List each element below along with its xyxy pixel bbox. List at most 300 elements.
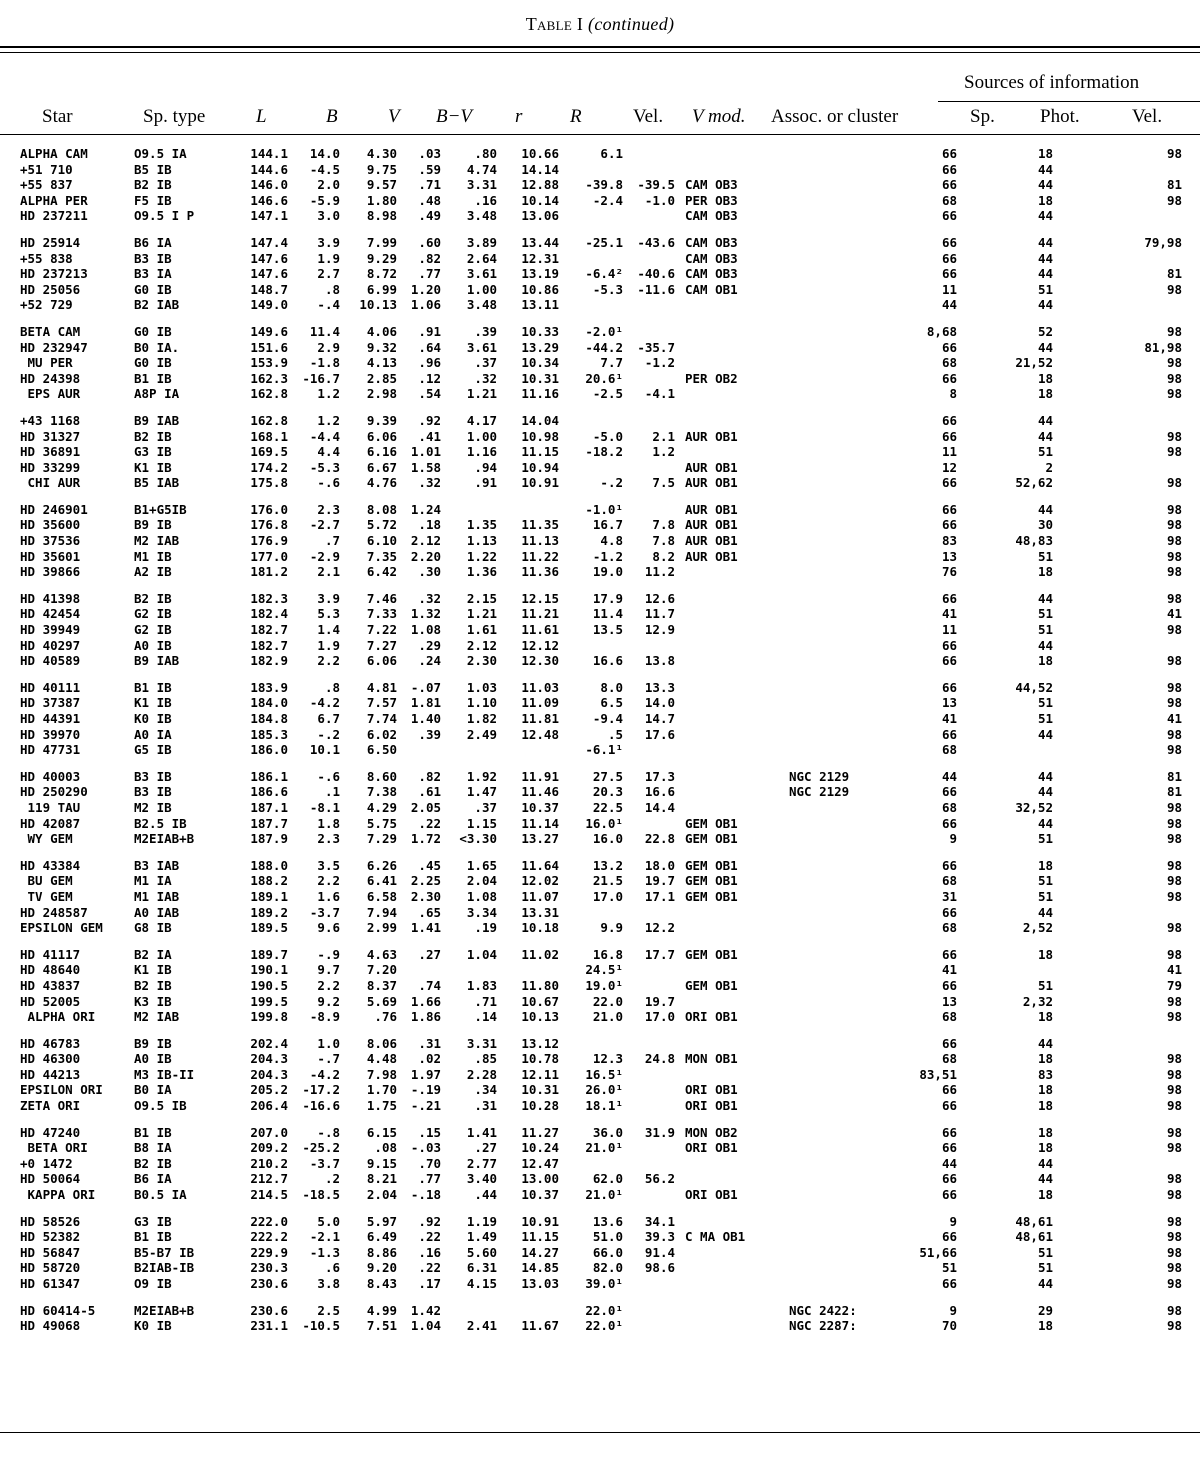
- cell-v: 6.42: [366, 564, 397, 580]
- cell-star: HD 52005: [20, 993, 81, 1009]
- cell-velocity: .5: [607, 726, 623, 742]
- cell-r-large: 14.04: [521, 412, 559, 428]
- table-row: [20, 1009, 1182, 1025]
- cell-l: 187.1: [250, 799, 288, 815]
- table-row: [20, 1214, 1182, 1230]
- cell-v-mod: 12.9: [644, 622, 675, 638]
- table-row: [20, 873, 1182, 889]
- cell-association: [675, 355, 775, 371]
- cell-b-minus-v: [397, 742, 441, 758]
- cell-star: HD 40297: [20, 637, 81, 653]
- cell-r-large: 10.34: [521, 355, 559, 371]
- cell-velocity: -9.4: [592, 711, 623, 726]
- cell-v: 4.48: [366, 1051, 397, 1067]
- cell-v-mod: 34.1: [644, 1213, 675, 1229]
- cell-b: -4.2: [309, 695, 340, 711]
- data-table: [20, 146, 1182, 1334]
- table-row: [20, 1260, 1182, 1276]
- cell-b: -3.7: [309, 904, 340, 920]
- cell-v: 4.99: [366, 1302, 397, 1318]
- cell-source-sp: 66: [941, 412, 957, 428]
- cell-b: .6: [324, 1260, 340, 1276]
- cell-source-sp: 51: [941, 1260, 957, 1276]
- cell-b-minus-v: .16: [418, 1244, 441, 1260]
- cell-source-sp: 66: [941, 904, 957, 920]
- cell-source-vel: 98: [1166, 888, 1182, 904]
- cell-l: 186.0: [250, 742, 288, 758]
- cell-v-mod: 16.6: [644, 784, 675, 800]
- cell-cluster: [775, 889, 863, 905]
- cell-source-vel: 98: [1166, 1171, 1182, 1187]
- cell-v-mod: 12.6: [644, 590, 675, 606]
- group-spacer: [20, 224, 1182, 235]
- cell-r-small: 1.21: [466, 606, 497, 622]
- cell-b: -.7: [317, 1051, 340, 1067]
- cell-source-vel: 98: [1166, 1229, 1182, 1245]
- cell-r-large: 12.47: [521, 1155, 559, 1171]
- cell-velocity: 16.0¹: [585, 815, 623, 831]
- cell-r-small: .37: [474, 355, 497, 371]
- table-row: [20, 1067, 1182, 1083]
- table-row: [20, 1187, 1182, 1203]
- table-row: [20, 251, 1182, 267]
- cell-source-sp: 66: [941, 177, 957, 193]
- cell-association: AUR OB1: [685, 501, 738, 517]
- cell-sp-type: B2IAB-IB: [134, 1260, 195, 1276]
- cell-b-minus-v: .74: [418, 977, 441, 993]
- cell-cluster: [775, 517, 863, 533]
- cell-cluster: [775, 680, 863, 696]
- cell-r-large: [497, 502, 559, 518]
- cell-v-mod: 39.3: [644, 1229, 675, 1245]
- cell-v: 2.99: [366, 920, 397, 936]
- cell-l: 182.3: [250, 590, 288, 606]
- cell-v-mod: 17.6: [644, 726, 675, 742]
- cell-l: 189.7: [250, 946, 288, 962]
- cell-sp-type: G8 IB: [134, 920, 172, 936]
- cell-l: 146.6: [250, 192, 288, 208]
- cell-v-mod: 17.0: [644, 1009, 675, 1025]
- header-rule: [0, 134, 1200, 135]
- cell-v: 7.27: [366, 637, 397, 653]
- cell-source-sp: 68: [941, 742, 957, 758]
- cell-cluster: [775, 429, 863, 445]
- cell-velocity: 36.0: [592, 1124, 623, 1140]
- cell-r-small: [441, 962, 497, 978]
- cell-association: AUR OB1: [685, 533, 738, 549]
- cell-v: 7.98: [366, 1066, 397, 1082]
- cell-sp-type: M2 IAB: [134, 533, 180, 549]
- cell-source-phot: 30: [1037, 517, 1053, 533]
- cell-source-vel: 98: [1166, 1066, 1182, 1082]
- cell-b-minus-v: 2.30: [410, 888, 441, 904]
- cell-l: 205.2: [250, 1082, 288, 1098]
- group-spacer: [20, 313, 1182, 324]
- cell-source-sp: 12: [941, 459, 957, 475]
- cell-source-phot: 44: [1037, 784, 1053, 800]
- cell-star: KAPPA ORI: [20, 1187, 96, 1203]
- table-row: [20, 711, 1182, 727]
- cell-b: .8: [324, 679, 340, 695]
- cell-association: [675, 800, 775, 816]
- cell-sp-type: K0 IB: [134, 1318, 172, 1334]
- cell-association: GEM OB1: [685, 977, 738, 993]
- cell-l: 231.1: [250, 1318, 288, 1334]
- cell-association: AUR OB1: [685, 517, 738, 533]
- cell-velocity: 8.0: [600, 679, 623, 695]
- cell-source-sp: 83,51: [919, 1066, 957, 1082]
- cell-velocity: 66.0: [592, 1244, 623, 1260]
- cell-velocity: -18.2: [585, 444, 623, 460]
- cell-star: HD 42087: [20, 815, 81, 831]
- cell-r-large: 11.64: [521, 857, 559, 873]
- cell-v: 7.94: [366, 904, 397, 920]
- table-row: [20, 1082, 1182, 1098]
- cell-source-phot: 18: [1037, 1009, 1053, 1025]
- cell-association: [675, 769, 775, 785]
- cell-b: 6.7: [317, 711, 340, 726]
- cell-v: 1.70: [366, 1082, 397, 1098]
- table-label: Table I: [525, 14, 584, 34]
- cell-r-large: 10.14: [521, 192, 559, 208]
- cell-v: 6.41: [366, 873, 397, 889]
- cell-cluster: [775, 266, 863, 282]
- cell-source-vel: 98: [1166, 444, 1182, 460]
- cell-cluster: [775, 282, 863, 298]
- cell-l: 174.2: [250, 459, 288, 475]
- cell-b: 3.9: [317, 234, 340, 250]
- cell-velocity: 26.0¹: [585, 1082, 623, 1098]
- cell-source-sp: 66: [941, 857, 957, 873]
- table-row: [20, 282, 1182, 298]
- cell-b: .2: [324, 1171, 340, 1187]
- cell-star: HD 60414-5: [20, 1302, 96, 1318]
- cell-r-large: 12.48: [521, 726, 559, 742]
- table-row: [20, 340, 1182, 356]
- cell-b-minus-v: -.07: [410, 679, 441, 695]
- cell-star: HD 41117: [20, 946, 81, 962]
- cell-velocity: [559, 1156, 623, 1172]
- header-src-vel: Vel.: [1132, 106, 1163, 127]
- cell-source-vel: 98: [1166, 622, 1182, 638]
- table-row: [20, 858, 1182, 874]
- cell-v: 6.15: [366, 1124, 397, 1140]
- cell-l: 162.8: [250, 412, 288, 428]
- cell-association: [675, 1245, 775, 1261]
- cell-sp-type: K1 IB: [134, 459, 172, 475]
- cell-source-phot: 51: [1037, 1244, 1053, 1260]
- cell-r-large: 13.44: [521, 234, 559, 250]
- cell-b-minus-v: .48: [418, 192, 441, 208]
- cell-v-mod: 17.7: [644, 946, 675, 962]
- cell-l: 186.6: [250, 784, 288, 800]
- cell-association: [675, 994, 775, 1010]
- cell-r-small: 3.61: [466, 339, 497, 355]
- cell-association: GEM OB1: [685, 946, 738, 962]
- cell-source-phot: 44: [1037, 637, 1053, 653]
- cell-star: HD 237213: [20, 266, 88, 282]
- cell-b: 9.6: [317, 920, 340, 936]
- cell-r-small: 6.31: [466, 1260, 497, 1276]
- cell-source-phot: 44: [1037, 208, 1053, 224]
- table-row: [20, 235, 1182, 251]
- cell-l: 168.1: [250, 428, 288, 444]
- cell-source-phot: 32,52: [1015, 799, 1053, 815]
- cell-source-vel: 81: [1166, 266, 1182, 282]
- cell-sp-type: B2 IAB: [134, 297, 180, 313]
- cell-v-mod: 8.2: [652, 548, 675, 564]
- cell-r-small: .31: [474, 1098, 497, 1114]
- cell-cluster: [775, 1260, 863, 1276]
- cell-v: 6.50: [366, 742, 397, 758]
- cell-v-mod: 18.0: [644, 857, 675, 873]
- cell-source-vel: 98: [1166, 679, 1182, 695]
- cell-source-vel: 98: [1166, 192, 1182, 208]
- cell-cluster: [775, 920, 863, 936]
- cell-r-large: 10.67: [521, 993, 559, 1009]
- cell-velocity: 16.0: [592, 831, 623, 847]
- cell-l: 204.3: [250, 1051, 288, 1067]
- cell-r-small: 1.47: [466, 784, 497, 800]
- cell-v-mod: 1.2: [652, 444, 675, 460]
- cell-source-sp: 66: [941, 679, 957, 695]
- cell-source-vel: [1053, 460, 1182, 476]
- cell-star: +55 838: [20, 250, 73, 266]
- cell-b: 2.2: [317, 653, 340, 669]
- cell-source-sp: 13: [941, 993, 957, 1009]
- cell-source-sp: 66: [941, 1229, 957, 1245]
- cell-v: 6.67: [366, 459, 397, 475]
- cell-sp-type: K1 IB: [134, 962, 172, 978]
- cell-v-mod: [623, 502, 675, 518]
- cell-source-vel: 98: [1166, 1082, 1182, 1098]
- cell-b-minus-v: 1.40: [410, 711, 441, 726]
- header-sptype: Sp. type: [143, 106, 206, 127]
- cell-b-minus-v: .60: [418, 234, 441, 250]
- cell-star: +55 837: [20, 177, 73, 193]
- header-src-sp: Sp.: [970, 106, 995, 127]
- cell-l: 214.5: [250, 1187, 288, 1203]
- cell-b-minus-v: .18: [418, 517, 441, 533]
- cell-source-phot: 51: [1037, 1260, 1053, 1276]
- cell-b: 2.3: [317, 501, 340, 517]
- cell-r-small: 2.04: [466, 873, 497, 889]
- cell-r-large: 10.33: [521, 323, 559, 339]
- group-spacer: [20, 402, 1182, 413]
- cell-v: 8.08: [366, 501, 397, 517]
- cell-b: 2.2: [317, 873, 340, 889]
- cell-source-vel: 98: [1166, 873, 1182, 889]
- cell-b: -2.7: [309, 517, 340, 533]
- cell-velocity: 21.0¹: [585, 1140, 623, 1156]
- top-rule-thin: [0, 52, 1200, 53]
- cell-velocity: -2.5: [592, 386, 623, 402]
- cell-b: 3.0: [317, 208, 340, 224]
- cell-r-large: 11.15: [521, 444, 559, 460]
- cell-r-small: .32: [474, 370, 497, 386]
- cell-v-mod: [623, 1276, 675, 1292]
- cell-source-vel: 98: [1166, 370, 1182, 386]
- cell-source-vel: 98: [1166, 815, 1182, 831]
- cell-cluster: NGC 2422:: [789, 1302, 857, 1318]
- table-row: [20, 1051, 1182, 1067]
- cell-v: 4.29: [366, 799, 397, 815]
- cell-association: [675, 324, 775, 340]
- cell-star: ALPHA CAM: [20, 146, 88, 161]
- cell-source-vel: 98: [1166, 1140, 1182, 1156]
- table-row: [20, 517, 1182, 533]
- cell-source-phot: 51: [1037, 606, 1053, 622]
- cell-v: .76: [374, 1009, 397, 1025]
- cell-r-large: 10.31: [521, 1082, 559, 1098]
- cell-star: HD 58526: [20, 1213, 81, 1229]
- cell-source-phot: 44: [1037, 1171, 1053, 1187]
- cell-r-small: .85: [474, 1051, 497, 1067]
- cell-cluster: [775, 340, 863, 356]
- cell-source-phot: 44: [1037, 1155, 1053, 1171]
- cell-l: 147.4: [250, 234, 288, 250]
- cell-velocity: 9.9: [600, 920, 623, 936]
- cell-association: [675, 711, 775, 727]
- cell-l: 212.7: [250, 1171, 288, 1187]
- table-row: [20, 162, 1182, 178]
- cell-b-minus-v: 1.06: [410, 297, 441, 313]
- cell-source-sp: 9: [949, 1213, 957, 1229]
- cell-source-vel: 81: [1166, 177, 1182, 193]
- cell-source-phot: 44: [1037, 177, 1053, 193]
- cell-r-large: 11.07: [521, 888, 559, 904]
- cell-b: 3.8: [317, 1276, 340, 1291]
- cell-star: HD 35601: [20, 548, 81, 564]
- table-row: [20, 266, 1182, 282]
- cell-v-mod: -1.2: [644, 355, 675, 371]
- cell-v-mod: -1.0: [644, 192, 675, 208]
- cell-b-minus-v: .54: [418, 386, 441, 402]
- cell-association: [675, 386, 775, 402]
- cell-cluster: [775, 591, 863, 607]
- cell-source-sp: 66: [941, 501, 957, 517]
- cell-v-mod: -39.5: [637, 177, 675, 193]
- cell-star: HD 47240: [20, 1124, 81, 1140]
- cell-star: EPSILON ORI: [20, 1082, 103, 1098]
- cell-sp-type: G0 IB: [134, 323, 172, 339]
- table-row: [20, 1303, 1182, 1319]
- cell-v-mod: 12.2: [644, 920, 675, 936]
- cell-r-small: 1.36: [466, 564, 497, 580]
- cell-v: 9.75: [366, 161, 397, 177]
- cell-b-minus-v: .17: [418, 1276, 441, 1291]
- header-assoc: Assoc. or cluster: [771, 106, 899, 127]
- cell-sp-type: B8 IA: [134, 1140, 172, 1156]
- cell-r-small: [441, 742, 497, 758]
- cell-r-large: 13.19: [521, 266, 559, 282]
- cell-v: 8.72: [366, 266, 397, 282]
- table-row: [20, 386, 1182, 402]
- cell-source-sp: 11: [941, 281, 957, 297]
- cell-source-sp: 68: [941, 1051, 957, 1067]
- cell-b-minus-v: 1.81: [410, 695, 441, 711]
- cell-r-small: 1.49: [466, 1229, 497, 1245]
- cell-association: [675, 1171, 775, 1187]
- cell-velocity: 6.1: [600, 146, 623, 161]
- cell-cluster: [775, 533, 863, 549]
- cell-l: 147.6: [250, 250, 288, 266]
- cell-r-large: 11.15: [521, 1229, 559, 1245]
- cell-r-small: 3.61: [466, 266, 497, 282]
- cell-source-vel: 98: [1166, 1051, 1182, 1067]
- cell-velocity: 11.4: [592, 606, 623, 622]
- cell-cluster: [775, 1156, 863, 1172]
- cell-velocity: 21.0: [592, 1009, 623, 1025]
- table-row: [20, 355, 1182, 371]
- cell-source-vel: 81,98: [1144, 339, 1182, 355]
- cell-b: -4.4: [309, 428, 340, 444]
- cell-v-mod: 24.8: [644, 1051, 675, 1067]
- cell-cluster: [775, 355, 863, 371]
- cell-l: 183.9: [250, 679, 288, 695]
- cell-v: 5.69: [366, 993, 397, 1009]
- cell-v-mod: [623, 460, 675, 476]
- cell-source-vel: 98: [1166, 281, 1182, 297]
- cell-velocity: -5.0: [592, 428, 623, 444]
- table-row: [20, 1156, 1182, 1172]
- cell-association: [675, 591, 775, 607]
- header-r-small: r: [515, 106, 523, 127]
- table-row: [20, 564, 1182, 580]
- cell-source-vel: [1053, 297, 1182, 313]
- header-bv: B−V: [436, 106, 473, 127]
- cell-source-sp: 66: [941, 161, 957, 177]
- cell-source-phot: 18: [1037, 946, 1053, 962]
- cell-l: 184.0: [250, 695, 288, 711]
- cell-v: 6.06: [366, 428, 397, 444]
- cell-r-large: 11.46: [521, 784, 559, 800]
- cell-b-minus-v: 2.05: [410, 799, 441, 815]
- cell-sp-type: M3 IB-II: [134, 1066, 195, 1082]
- cell-r-small: 1.10: [466, 695, 497, 711]
- cell-velocity: 39.0¹: [585, 1276, 623, 1291]
- cell-r-small: 3.34: [466, 904, 497, 920]
- cell-sp-type: B3 IB: [134, 768, 172, 784]
- cell-velocity: -44.2: [585, 339, 623, 355]
- cell-r-large: 13.06: [521, 208, 559, 224]
- cell-b-minus-v: 2.12: [410, 533, 441, 549]
- cell-star: HD 41398: [20, 590, 81, 606]
- cell-cluster: [775, 502, 863, 518]
- cell-b-minus-v: .22: [418, 1260, 441, 1276]
- cell-association: [675, 606, 775, 622]
- cell-velocity: 7.7: [600, 355, 623, 371]
- cell-source-sp: 66: [941, 339, 957, 355]
- cell-source-sp: 66: [941, 1140, 957, 1156]
- cell-l: 176.9: [250, 533, 288, 549]
- cell-r-large: 10.91: [521, 1213, 559, 1229]
- cell-b-minus-v: .64: [418, 339, 441, 355]
- cell-v: 7.99: [366, 234, 397, 250]
- table-row: [20, 502, 1182, 518]
- cell-cluster: NGC 2287:: [789, 1318, 857, 1334]
- cell-source-sp: 68: [941, 1009, 957, 1025]
- cell-source-vel: 79,98: [1144, 234, 1182, 250]
- cell-r-small: 2.49: [466, 726, 497, 742]
- cell-b: 2.2: [317, 977, 340, 993]
- cell-v-mod: 19.7: [644, 993, 675, 1009]
- cell-b-minus-v: .71: [418, 177, 441, 193]
- cell-source-vel: 98: [1166, 726, 1182, 742]
- cell-l: 149.6: [250, 323, 288, 339]
- cell-v-mod: 14.4: [644, 799, 675, 815]
- cell-star: 119 TAU: [20, 799, 81, 815]
